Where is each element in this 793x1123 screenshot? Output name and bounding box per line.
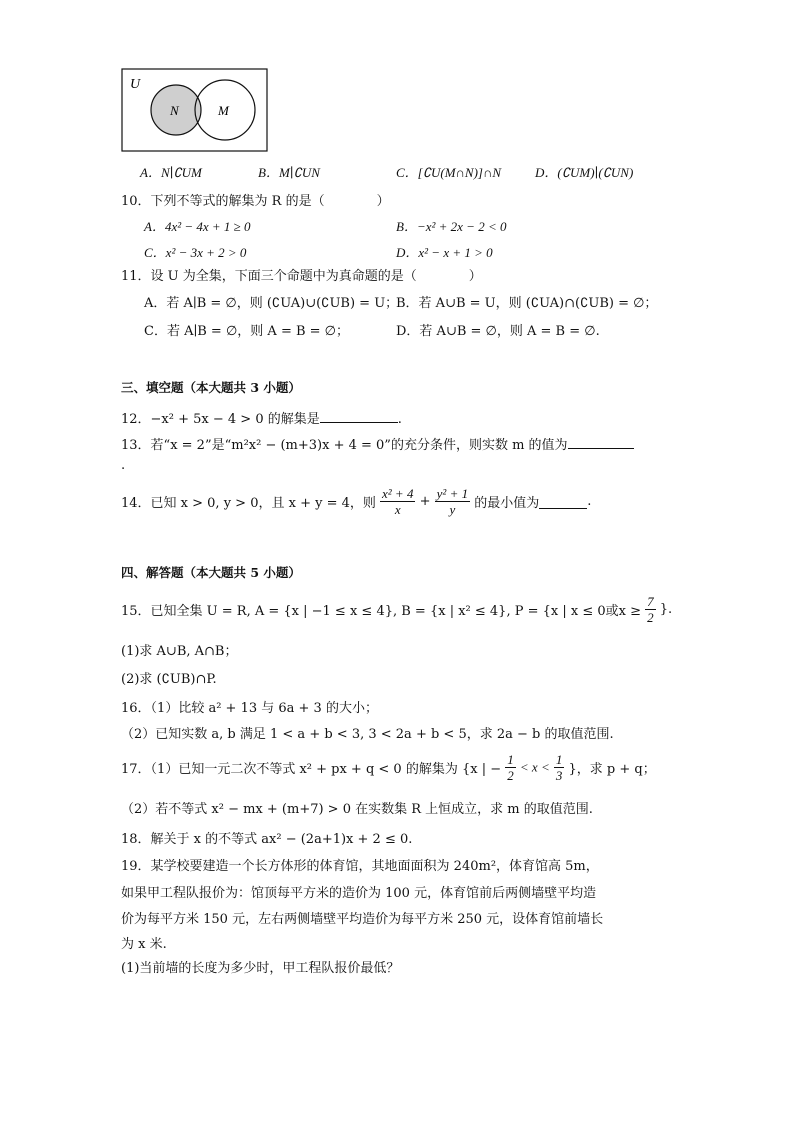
q9-option-c: C．[∁U(M∩N)]∩N [396, 165, 502, 180]
q12-stem: 12．−x² + 5x − 4 > 0 的解集是 [121, 412, 320, 427]
q17-fraction-2 [554, 752, 565, 783]
section-4-heading: 四、解答题（本大题共 5 小题） [121, 565, 301, 580]
q17-post: }，求 p + q； [568, 762, 656, 777]
q11-option-d: D．若 A∪B = ∅，则 A = B = ∅. [396, 324, 600, 339]
q19-line-1: 19．某学校要建造一个长方体形的体育馆，其地面面积为 240m²，体育馆高 5m， [121, 859, 599, 874]
q17-part-2: （2）若不等式 x² − mx + (m+7) > 0 在实数集 R 上恒成立，求 m 的取值范围. [121, 802, 593, 817]
q19-part-1: (1)当前墙的长度为多少时，甲工程队报价最低？ [121, 961, 400, 976]
q17-f2-num: 1 [555, 752, 563, 767]
q15-pre: 15．已知全集 U = R, A = {x | −1 ≤ x ≤ 4}, B = {x | x² ≤ 4}, P = {x | x ≤ 0或x ≥ [121, 604, 641, 619]
q17-f1-den: 2 [507, 768, 514, 783]
q15-fraction [645, 594, 656, 625]
q10-option-d: D．x² − x + 1 > 0 [396, 245, 493, 260]
q14-answer-blank [539, 494, 587, 509]
q17-pre: 17．（1）已知一元二次不等式 x² + px + q < 0 的解集为 {x | − [121, 762, 502, 777]
q13-end: . [121, 458, 126, 473]
q14 [121, 486, 591, 517]
q17-mid: < x < [519, 759, 550, 775]
q9-option-b: B．M∣∁UN [258, 165, 320, 180]
q14-fraction-2 [435, 486, 470, 517]
q15-part-1: (1)求 A∪B, A∩B； [121, 644, 238, 659]
q12-end: . [397, 412, 402, 427]
q18: 18．解关于 x 的不等式 ax² − (2a+1)x + 2 ≤ 0. [121, 832, 413, 847]
q14-plus: + [419, 494, 431, 509]
q13-stem: 13．若“x = 2”是“m²x² − (m+3)x + 4 = 0”的充分条件，则实数 m 的值为 [121, 438, 568, 453]
q11-stem: 11．设 U 为全集，下面三个命题中为真命题的是（ ） [121, 269, 482, 284]
q14-pre: 14．已知 x > 0, y > 0，且 x + y = 4，则 [121, 496, 376, 511]
q10-stem: 10．下列不等式的解集为 R 的是（ ） [121, 194, 390, 209]
venn-diagram [121, 68, 268, 152]
q10-option-b: B．−x² + 2x − 2 < 0 [396, 219, 507, 234]
q13-answer-blank [568, 434, 634, 449]
q15-part-2: (2)求 (∁UB)∩P. [121, 672, 217, 687]
q11-option-c: C．若 A∣B = ∅，则 A = B = ∅； [144, 324, 349, 339]
q19-line-2: 如果甲工程队报价为：馆顶每平方米的造价为 100 元，体育馆前后两侧墙壁平均造 [121, 886, 597, 901]
q10-option-c: C．x² − 3x + 2 > 0 [144, 245, 247, 260]
q17-part-1 [121, 752, 656, 783]
q10-option-a: A．4x² − 4x + 1 ≥ 0 [144, 219, 251, 234]
n-label: N [170, 103, 179, 118]
m-label: M [218, 103, 229, 118]
q13 [121, 434, 634, 453]
q15-f-num: 7 [647, 594, 654, 609]
q9-option-a: A．N∣∁UM [140, 165, 202, 180]
q17-f1-num: 1 [507, 752, 514, 767]
q14-fraction-1 [380, 486, 415, 517]
q14-post: 的最小值为 [474, 496, 540, 511]
q14-f2-den: y [449, 502, 456, 517]
q14-f1-den: x [394, 502, 401, 517]
q11-option-a: A．若 A∣B = ∅，则 (∁UA)∪(∁UB) = U； [144, 296, 399, 311]
q19-line-4: 为 x 米. [121, 937, 167, 952]
u-label: U [130, 77, 141, 92]
q14-f2-num: y² + 1 [436, 486, 469, 501]
q16-part-2: （2）已知实数 a, b 满足 1 < a + b < 3, 3 < 2a + b < 5，求 2a − b 的取值范围. [121, 727, 614, 742]
q19-line-3: 价为每平方米 150 元，左右两侧墙壁平均造价为每平方米 250 元，设体育馆前墙长 [121, 912, 604, 927]
q9-option-d: D．(∁UM)∣(∁UN) [535, 165, 634, 180]
q17-fraction-1 [505, 752, 516, 783]
q12-answer-blank [320, 408, 398, 423]
q15 [121, 594, 672, 625]
q14-end: . [587, 494, 592, 509]
q15-f-den: 2 [647, 610, 654, 625]
q14-f1-num: x² + 4 [382, 486, 414, 501]
q16-part-1: 16．（1）比较 a² + 13 与 6a + 3 的大小； [121, 701, 378, 716]
q17-f2-den: 3 [555, 768, 563, 783]
q12 [121, 408, 402, 427]
q11-option-b: B．若 A∪B = U，则 (∁UA)∩(∁UB) = ∅； [396, 296, 658, 311]
section-3-heading: 三、填空题（本大题共 3 小题） [121, 380, 301, 395]
q15-post: }. [659, 602, 673, 617]
